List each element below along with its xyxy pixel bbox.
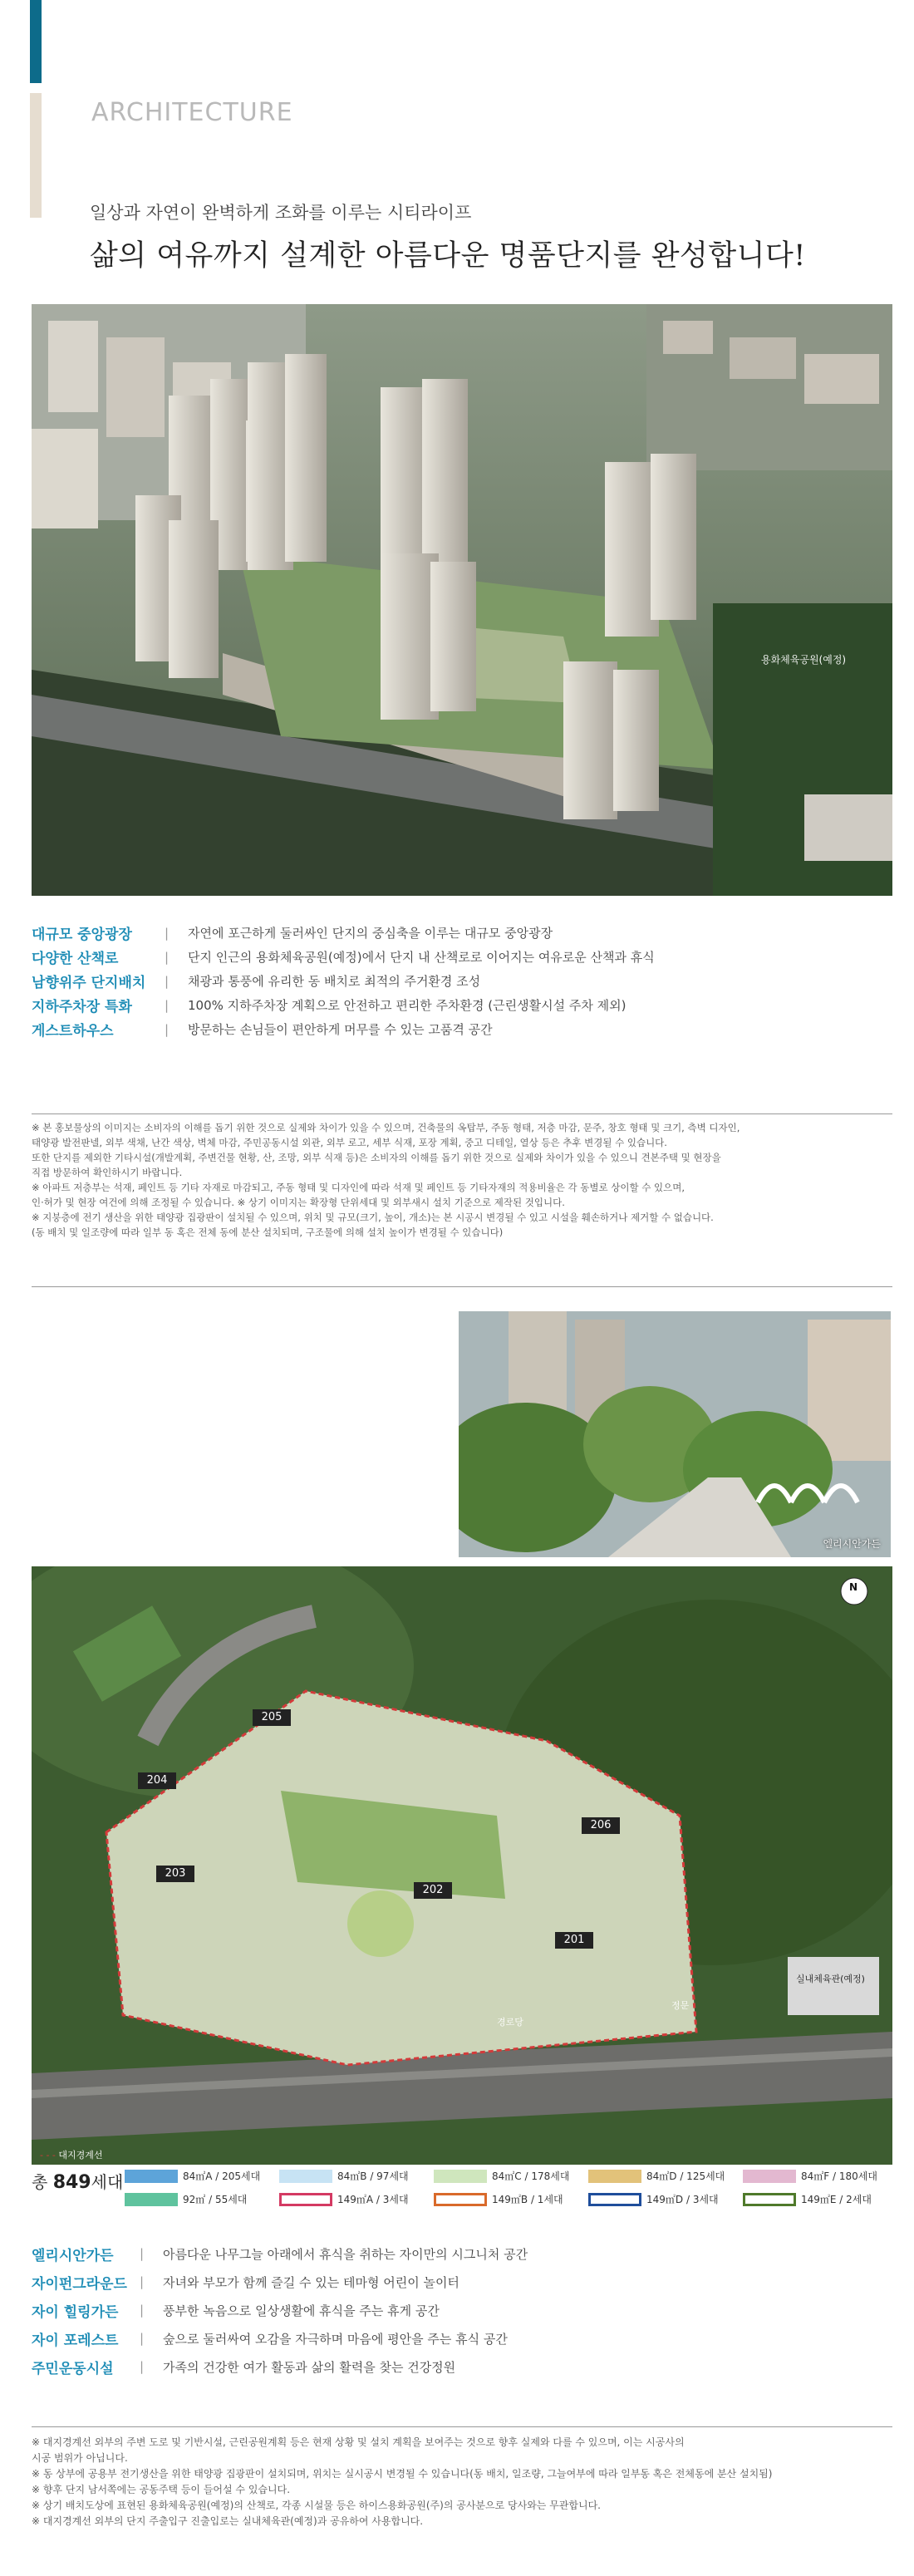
legend-swatch: [279, 2193, 332, 2206]
legend-item: 84㎡D / 125세대: [588, 2169, 725, 2183]
separator: |: [140, 2359, 145, 2374]
note-line: ※ 향후 단지 남서쪽에는 공동주택 등이 들어설 수 있습니다.: [32, 2484, 291, 2495]
park-label: 용화체육공원(예정): [761, 654, 847, 666]
feature-label: 대규모 중앙광장: [32, 927, 132, 943]
building-label: 205: [253, 1709, 291, 1726]
amenity-label: 엘리시안가든: [32, 2247, 114, 2264]
gate-label: 정문: [671, 2000, 690, 2011]
amenity-row: [32, 2239, 892, 2268]
legend-item: 149㎡D / 3세대: [588, 2192, 719, 2206]
note-line: 또한 단지를 제외한 기타시설(개발계획, 주변건물 현황, 산, 조망, 외부 식재 등)은 소비자의 이해를 돕기 위한 것으로 실제와 차이가 있을 수 있으니 견본주택 및 현장을: [32, 1152, 721, 1163]
feature-desc: 자연에 포근하게 둘러싸인 단지의 중심축을 이루는 대규모 중앙광장: [188, 926, 553, 941]
legend-item: 84㎡B / 97세대: [279, 2169, 409, 2183]
separator: |: [140, 2303, 145, 2318]
legend-item: 149㎡E / 2세대: [743, 2192, 872, 2206]
garden-photo: [459, 1311, 891, 1557]
legend-swatch: [743, 2170, 796, 2183]
divider: [32, 2426, 892, 2427]
site-plan-map: [32, 1566, 892, 2165]
facility-label: 실내체육관(예정): [796, 1974, 865, 1984]
legend-swatch: [125, 2193, 178, 2206]
feature-label: 지하주차장 특화: [32, 999, 132, 1015]
separator: |: [165, 973, 170, 989]
note-line: ※ 아파트 저층부는 석재, 페인트 등 기타 자재로 마감되고, 주동 형태 및 디자인에 따라 석재 및 페인트 등 기타자재의 적용비율은 각 동별로 상이할 수 있으며,: [32, 1182, 685, 1193]
amenity-desc: 숲으로 둘러싸여 오감을 자극하며 마음에 평안을 주는 휴식 공간: [163, 2331, 508, 2347]
note-line: 시공 범위가 아닙니다.: [32, 2452, 128, 2464]
amenity-desc: 가족의 건강한 여가 활동과 삶의 활력을 찾는 건강정원: [163, 2359, 456, 2375]
feature-desc: 100% 지하주차장 계획으로 안전하고 편리한 주차환경 (근린생활시설 주차 제외): [188, 998, 627, 1013]
separator: |: [165, 949, 170, 965]
note-line: ※ 지붕층에 전기 생산을 위한 태양광 집광판이 설치될 수 있으며, 위치 및 규모(크기, 높이, 개소)는 본 시공시 변경될 수 있고 시설을 훼손하거나 제거할 수 없습니다.: [32, 1212, 714, 1223]
note-line: 태양광 발전판넬, 외부 색채, 난간 색상, 벽체 마감, 주민공동시설 외관, 외부 로고, 세부 식재, 포장 계획, 중고 디테일, 열상 등은 추후 변경될 수 있습니다.: [32, 1137, 667, 1148]
elder-label: 경로당: [497, 2017, 523, 2028]
compass-icon: N: [849, 1581, 858, 1593]
divider: [32, 1286, 892, 1287]
amenity-row: [32, 2352, 892, 2381]
amenity-label: 자이 힐링가든: [32, 2303, 119, 2321]
amenity-list: [32, 2239, 892, 2381]
feature-label: 게스트하우스: [32, 1023, 114, 1040]
headline: 삶의 여유까지 설계한 아름다운 명품단지를 완성합니다!: [90, 239, 806, 273]
amenity-desc: 풍부한 녹음으로 일상생활에 휴식을 주는 휴게 공간: [163, 2303, 440, 2318]
feature-list: [32, 921, 892, 1041]
feature-desc: 채광과 통풍에 유리한 동 배치로 최적의 주거환경 조성: [188, 974, 481, 989]
feature-label: 다양한 산책로: [32, 951, 119, 967]
amenity-desc: 자녀와 부모가 함께 즐길 수 있는 테마형 어린이 놀이터: [163, 2274, 459, 2290]
subtitle: 일상과 자연이 완벽하게 조화를 이루는 시티라이프: [90, 203, 472, 223]
boundary-label: - - - 대지경계선: [40, 2150, 103, 2161]
building-label: 206: [582, 1817, 620, 1834]
legend-item: 84㎡F / 180세대: [743, 2169, 877, 2183]
legend-item: 149㎡A / 3세대: [279, 2192, 409, 2206]
legend-swatch: [125, 2170, 178, 2183]
legend-swatch: [279, 2170, 332, 2183]
note-line: ※ 상기 배치도상에 표현된 용화체육공원(예정)의 산책로, 각종 시설물 등은 하이스용화공원(주)의 공사분으로 당사와는 무관합니다.: [32, 2500, 601, 2511]
legend-item: 149㎡B / 1세대: [434, 2192, 563, 2206]
amenity-row: [32, 2296, 892, 2324]
feature-row: [32, 921, 892, 945]
unit-total: 총 849세대: [32, 2172, 124, 2193]
legend-swatch: [434, 2193, 487, 2206]
note-line: ※ 대지경계선 외부의 단지 주출입구 진출입로는 실내체육관(예정)과 공유하여 사용합니다.: [32, 2515, 424, 2527]
legend-swatch: [434, 2170, 487, 2183]
building-label: 201: [555, 1932, 593, 1949]
note-line: ※ 동 상부에 공용부 전기생산을 위한 태양광 집광판이 설치되며, 위치는 실시공시 변경될 수 있습니다(동 배치, 일조량, 그늘여부에 따라 일부동 혹은 전체동에 분산 설치됨): [32, 2468, 773, 2480]
feature-row: [32, 993, 892, 1017]
legend-swatch: [588, 2170, 641, 2183]
legend-item: 84㎡A / 205세대: [125, 2169, 260, 2183]
separator: |: [140, 2274, 145, 2289]
separator: |: [165, 925, 170, 941]
feature-label: 남향위주 단지배치: [32, 975, 146, 991]
feature-desc: 단지 인근의 용화체육공원(예정)에서 단지 내 산책로로 이어지는 여유로운 산책과 휴식: [188, 950, 655, 965]
legend-item: 92㎡ / 55세대: [125, 2192, 247, 2206]
building-label: 202: [414, 1882, 452, 1899]
legend-swatch: [743, 2193, 796, 2206]
legend-item: 84㎡C / 178세대: [434, 2169, 569, 2183]
building-label: 204: [138, 1772, 176, 1789]
aerial-rendering: [32, 304, 892, 896]
building-label: 203: [156, 1866, 194, 1882]
separator: |: [140, 2246, 145, 2261]
site-notes: [32, 2435, 892, 2529]
amenity-row: [32, 2268, 892, 2296]
divider: [32, 1113, 892, 1114]
separator: |: [165, 997, 170, 1013]
disclaimer-notes: [32, 1120, 892, 1240]
note-line: 직접 방문하여 확인하시기 바랍니다.: [32, 1167, 183, 1178]
note-line: ※ 본 홍보물상의 이미지는 소비자의 이해를 돕기 위한 것으로 실제와 차이가 있을 수 있으며, 건축물의 옥탑부, 주동 형태, 저층 마감, 문주, 창호 형태 및 크기, 측벽 디자인,: [32, 1122, 740, 1133]
section-title: ARCHITECTURE: [91, 98, 293, 127]
accent-bar: [30, 0, 42, 83]
amenity-label: 자이 포레스트: [32, 2332, 119, 2349]
amenity-desc: 아름다운 나무그늘 아래에서 휴식을 취하는 자이만의 시그니처 공간: [163, 2246, 528, 2262]
feature-row: [32, 969, 892, 993]
feature-desc: 방문하는 손님들이 편안하게 머무를 수 있는 고품격 공간: [188, 1022, 493, 1037]
decor-bar: [30, 93, 42, 218]
feature-row: [32, 1017, 892, 1041]
note-line: ※ 대지경계선 외부의 주변 도로 및 기반시설, 근린공원계획 등은 현재 상황 및 설치 계획을 보여주는 것으로 향후 실제와 다를 수 있으며, 이는 시공사의: [32, 2436, 685, 2448]
legend-swatch: [588, 2193, 641, 2206]
note-line: 인·허가 및 현장 여건에 의해 조정될 수 있습니다. ※ 상기 이미지는 확장형 단위세대 및 외부새시 설치 기준으로 제작된 것입니다.: [32, 1197, 565, 1208]
separator: |: [140, 2331, 145, 2346]
note-line: (동 배치 및 일조량에 따라 일부 동 혹은 전체 동에 분산 설치되며, 구조물에 의해 설치 높이가 변경될 수 있습니다): [32, 1227, 504, 1238]
amenity-row: [32, 2324, 892, 2352]
amenity-label: 주민운동시설: [32, 2360, 114, 2377]
separator: |: [165, 1021, 170, 1037]
feature-row: [32, 945, 892, 969]
photo-caption: 엘리시안가든: [823, 1538, 881, 1550]
amenity-label: 자이펀그라운드: [32, 2275, 127, 2293]
